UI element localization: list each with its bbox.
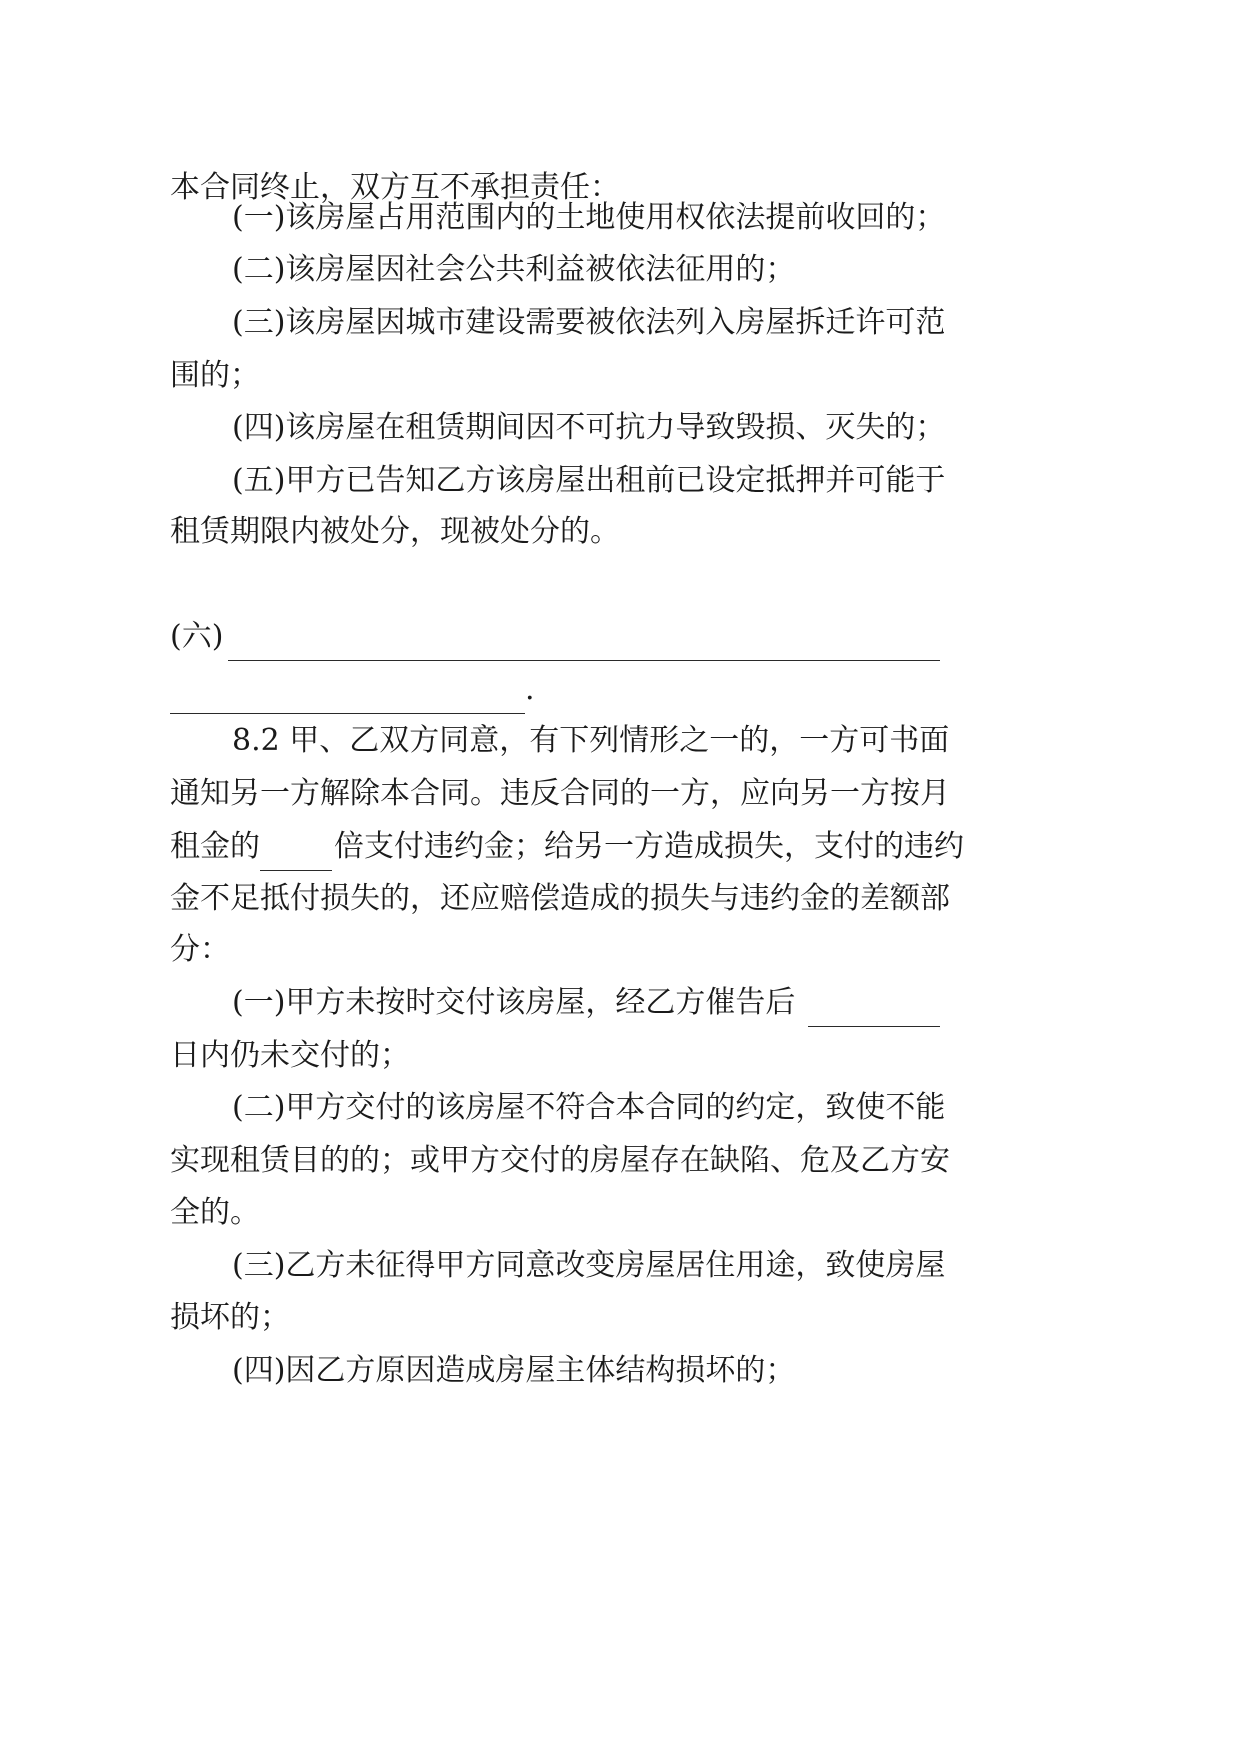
text-line bbox=[0, 973, 1241, 1033]
line-text: (四)该房屋在租赁期间因不可抗力导致毁损、灭失的； bbox=[232, 410, 946, 445]
line-text: 本合同终止，双方互不承担责任： bbox=[170, 170, 620, 205]
line-text: (一)该房屋占用范围内的土地使用权依法提前收回的； bbox=[232, 200, 946, 235]
line-text: 通知另一方解除本合同。违反合同的一方，应向另一方按月 bbox=[170, 776, 950, 811]
line-text: (四)因乙方原因造成房屋主体结构损坏的； bbox=[232, 1353, 796, 1388]
text-line bbox=[0, 711, 1241, 771]
text-line bbox=[0, 1131, 1241, 1191]
text-line bbox=[0, 346, 1241, 406]
line-text: (二)该房屋因社会公共利益被依法征用的； bbox=[232, 252, 796, 287]
text-line bbox=[0, 188, 1241, 248]
line-text: 分： bbox=[170, 932, 230, 967]
text-line bbox=[0, 607, 1241, 667]
line-text: 围的； bbox=[170, 358, 260, 393]
line-text: (五)甲方已告知乙方该房屋出租前已设定抵押并可能于 bbox=[232, 463, 946, 498]
line-text: (二)甲方交付的该房屋不符合本合同的约定，致使不能 bbox=[232, 1090, 946, 1125]
line-text: 日内仍未交付的； bbox=[170, 1038, 410, 1073]
line-text: (三)乙方未征得甲方同意改变房屋居住用途，致使房屋 bbox=[232, 1248, 946, 1283]
text-line bbox=[0, 764, 1241, 824]
text-line bbox=[0, 398, 1241, 458]
line-text: 租赁期限内被处分，现被处分的。 bbox=[170, 514, 620, 549]
text-line bbox=[0, 1078, 1241, 1138]
line-text: (六) bbox=[170, 619, 224, 654]
text-line bbox=[0, 817, 1241, 877]
line-text: 8.2 甲、乙双方同意，有下列情形之一的，一方可书面 bbox=[232, 723, 950, 758]
line-text: 损坏的； bbox=[170, 1300, 290, 1335]
line-text: 实现租赁目的的；或甲方交付的房屋存在缺陷、危及乙方安 bbox=[170, 1143, 950, 1178]
line-text: 金不足抵付损失的，还应赔偿造成的损失与违约金的差额部 bbox=[170, 881, 950, 916]
line-text: 全的。 bbox=[170, 1195, 260, 1230]
text-line bbox=[0, 240, 1241, 300]
text-line bbox=[0, 502, 1241, 562]
line-text: (三)该房屋因城市建设需要被依法列入房屋拆迁许可范 bbox=[232, 305, 946, 340]
line-text: 倍支付违约金；给另一方造成损失，支付的违约 bbox=[334, 829, 964, 864]
text-line bbox=[0, 1341, 1241, 1401]
text-line bbox=[0, 1236, 1241, 1296]
text-line bbox=[0, 1026, 1241, 1086]
line-text: (一)甲方未按时交付该房屋，经乙方催告后 bbox=[232, 985, 796, 1020]
text-line bbox=[0, 920, 1241, 980]
text-line bbox=[0, 293, 1241, 353]
line-text: . bbox=[525, 672, 535, 707]
text-line bbox=[0, 1288, 1241, 1348]
text-line bbox=[0, 1183, 1241, 1243]
line-text: 租金的 bbox=[170, 829, 260, 864]
